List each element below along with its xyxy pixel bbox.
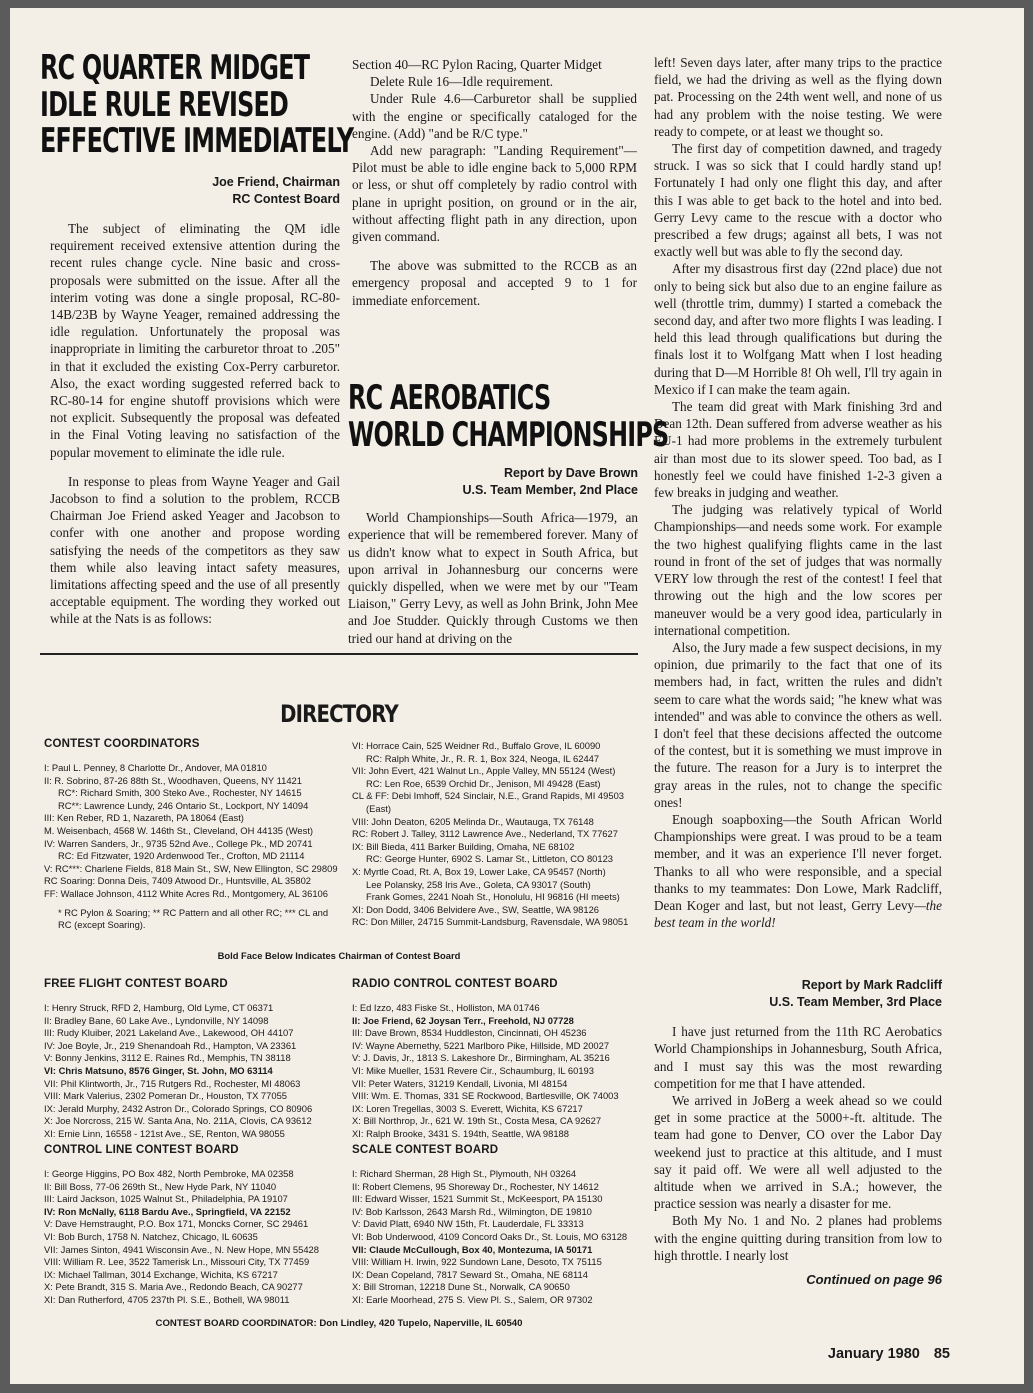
byline-name: Joe Friend, Chairman (212, 175, 340, 190)
qm-byline (40, 174, 340, 208)
directory-entry: VII: James Sinton, 4941 Wisconsin Ave., N. New Hope, MN 55428 (44, 1243, 319, 1255)
directory-entry: II: Joe Friend, 62 Joysan Terr., Freehold, NJ 07728 (352, 1014, 574, 1026)
free-flight-board (44, 978, 344, 1141)
aerobatics-body-col2 (348, 509, 638, 647)
directory (40, 700, 638, 728)
directory-entry: XI: Ralph Brooke, 3431 S. 194th, Seattle, WA 98188 (352, 1127, 569, 1139)
paragraph: The team did great with Mark finishing 3rd and Dean 12th. Dean suffered from adverse weather as his EU-1 had more problems in the extremely turbulent air than most due to its slower speed. Too bad, as I honestly feel we could have finished 1-2-3 given a few breaks in judging and weather. (654, 399, 942, 501)
directory-entry: VII: Claude McCullough, Box 40, Montezuma, IA 50171 (352, 1243, 593, 1255)
directory-entry: M. Weisenbach, 4568 W. 146th St., Cleveland, OH 44135 (West) (44, 824, 314, 836)
directory-entry: VI: Mike Mueller, 1531 Revere Cir., Schaumburg, IL 60193 (352, 1064, 594, 1076)
magazine-page (10, 8, 1024, 1384)
directory-entry: I: George Higgins, PO Box 482, North Pembroke, MA 02358 (44, 1168, 294, 1179)
paragraph: In response to pleas from Wayne Yeager and Gail Jacobson to find a solution to the problem, RCCB Chairman Joe Friend asked Yeager and Jacobson to confer with one another and propose wording satisfying the needs of the competitors as they saw them while also leaving intact safety measures, limitations affecting speed and the use of all presently acceptable equipment. The wording they worked out while at the Nats is as follows: (50, 473, 340, 627)
contest-coordinators-col1 (44, 738, 344, 931)
italic-closing: —the best team in the world! (654, 897, 942, 931)
aerobatics-body-col3 (654, 54, 942, 1287)
directory-entry: RC: Don Miller, 24715 Summit-Landsburg, Ravensdale, WA 98051 (352, 916, 629, 928)
directory-entry: IV: Ron McNally, 6118 Bardu Ave., Springfield, VA 22152 (44, 1205, 291, 1217)
directory-entry: IX: Bill Bieda, 411 Barker Building, Omaha, NE 68102 (352, 840, 575, 852)
directory-entry: RC: George Hunter, 6902 S. Lamar St., Littleton, CO 80123 (366, 853, 614, 865)
directory-entry: Frank Gomes, 2241 Noah St., Honolulu, HI 96816 (HI meets) (366, 891, 620, 903)
control-line-board (44, 1144, 344, 1307)
paragraph: I have just returned from the 11th RC Aerobatics World Championships in Johannesburg, South Africa, and I must say this was the most rewarding competition for me that I have attended. (654, 1024, 942, 1091)
directory-entry: V: Bonny Jenkins, 3112 E. Raines Rd., Memphis, TN 38118 (44, 1052, 291, 1064)
directory-entry: CL & FF: Debi Imhoff, 524 Sinclair, N.E., Grand Rapids, MI 49503 (East) (352, 790, 624, 814)
directory-entry: IV: Joe Boyle, Jr., 219 Shenandoah Rd., Hampton, VA 23361 (44, 1039, 297, 1051)
directory-entry: IX: Loren Tregellas, 3003 S. Everett, Wichita, KS 67217 (352, 1102, 583, 1114)
aerobatics-headline (348, 378, 669, 455)
directory-entry: I: Paul L. Penney, 8 Charlotte Dr., Andover, MA 01810 (44, 762, 267, 773)
byline-title: U.S. Team Member, 2nd Place (462, 483, 638, 498)
radcliff-byline (654, 977, 942, 1011)
directory-entry: FF: Wallace Johnson, 4112 White Acres Rd., Montgomery, AL 36106 (44, 887, 328, 899)
directory-entry: VIII: Wm. E. Thomas, 331 SE Rockwood, Bartlesville, OK 74003 (352, 1090, 619, 1102)
directory-entry: III: Laird Jackson, 1025 Walnut St., Philadelphia, PA 19107 (44, 1193, 288, 1205)
paragraph: Under Rule 4.6—Carburetor shall be supplied with the engine or specifically cataloged for the engine. (Add) "and be R/C type." (352, 91, 637, 141)
directory-entry: RC*: Richard Smith, 300 Steko Ave., Rochester, NY 14615 (58, 787, 302, 799)
contest-coordinators-col2 (352, 740, 642, 929)
directory-entry: Lee Polansky, 258 Iris Ave., Goleta, CA 93017 (South) (366, 878, 591, 890)
article-qm (40, 48, 354, 628)
directory-entry: RC Soaring: Donna Deis, 7409 Atwood Dr., Huntsville, AL 35802 (44, 875, 311, 887)
directory-entry: VII: Phil Klintworth, Jr., 715 Rutgers Rd., Rochester, MI 48063 (44, 1077, 301, 1089)
directory-entry: IV: Warren Sanders, Jr., 9735 52nd Ave., College Pk., MD 20741 (44, 837, 313, 849)
directory-entry: RC: Ralph White, Jr., R. R. 1, Box 324, Neoga, IL 62447 (366, 752, 600, 764)
paragraph: Section 40—RC Pylon Racing, Quarter Midget (352, 57, 602, 72)
directory-entry: IX: Jerald Murphy, 2432 Astron Dr., Colorado Springs, CO 80906 (44, 1102, 313, 1114)
paragraph-text: Enough soapboxing—the South African World Championships were great. I was proud to be a team member, and it was an experience I'll never forget. Thanks to all who were responsible, and a special thanks to my teammates: Don Lowe, Mark Radcliff, Dean Koger and last, but not least, Gerry Levy (654, 811, 942, 913)
aerobatics-headline-line: WORLD CHAMPIONSHIPS (348, 414, 669, 455)
directory-entry: X: Pete Brandt, 315 S. Maria Ave., Redondo Beach, CA 90277 (44, 1281, 303, 1293)
bold-face-note: Bold Face Below Indicates Chairman of Contest Board (217, 950, 461, 961)
issue-date: January 1980 (827, 1346, 920, 1362)
byline-name: Report by Dave Brown (503, 466, 638, 481)
aerobatics-headline-line: RC AEROBATICS (348, 378, 551, 418)
radio-control-heading: RADIO CONTROL CONTEST BOARD (352, 978, 558, 990)
directory-title: DIRECTORY (280, 700, 398, 728)
free-flight-list (44, 1002, 344, 1141)
control-line-heading: CONTROL LINE CONTEST BOARD (44, 1144, 239, 1156)
scale-board (352, 1144, 642, 1307)
directory-entry: VI: Bob Underwood, 4109 Concord Oaks Dr., St. Louis, MO 63128 (352, 1230, 628, 1242)
coordinator-list (44, 762, 344, 901)
directory-entry: VIII: William R. Lee, 3522 Tamerisk Ln., Missouri City, TX 77459 (44, 1256, 310, 1268)
directory-entry: XI: Don Dodd, 3406 Belvidere Ave., SW, Seattle, WA 98126 (352, 903, 600, 915)
paragraph: Delete Rule 16—Idle requirement. (370, 74, 554, 90)
paragraph: Both My No. 1 and No. 2 planes had problems with the engine quitting during transition from low to high throttle. I nearly lost (654, 1213, 942, 1263)
qm-continuation (352, 56, 637, 309)
directory-entry: III: Rudy Kluiber, 2021 Lakeland Ave., Lakewood, OH 44107 (44, 1027, 294, 1039)
directory-entry: V: David Platt, 6940 NW 15th, Ft. Lauderdale, FL 33313 (352, 1218, 584, 1230)
directory-entry: X: Bill Stroman, 12218 Dune St., Norwalk, CA 90650 (352, 1281, 570, 1293)
directory-entry: III: Ken Reber, RD 1, Nazareth, PA 18064 (East) (44, 812, 244, 824)
directory-entry: II: Bill Boss, 77-06 269th St., New Hyde Park, NY 11040 (44, 1180, 277, 1192)
qm-headline-line: RC QUARTER MIDGET (40, 48, 310, 88)
directory-entry: VIII: Mark Valerius, 2302 Pomeran Dr., Houston, TX 77055 (44, 1090, 288, 1102)
paragraph: The subject of eliminating the QM idle requirement received extensive attention during the recent rules change cycle. Nine basic and cross-proposals were submitted on the issue. After all the interim voting was done a single proposal, RC-80-14B/23B by Wayne Yeager, remained addressing the idle regulation. Unfortunately the proposal was inappropriate in limiting the carburetor throat to .205" in that it excluded the existing Cox-Perry carburetor. Also, the exact wording suggested referred back to RC-80-14 for engine shutoff provisions which were not explicit. Subsequently the proposal was defeated in the Final Voting leaving no satisfaction of the popular movement to eliminate the idle rule. (50, 220, 340, 460)
directory-entry: IV: Bob Karlsson, 2643 Marsh Rd., Wilmington, DE 19810 (352, 1205, 592, 1217)
directory-entry: VI: Horrace Cain, 525 Weidner Rd., Buffalo Grove, IL 60090 (352, 740, 601, 751)
directory-entry: XI: Dan Rutherford, 4705 237th Pl. S.E., Bothell, WA 98011 (44, 1293, 290, 1305)
coordinator-list (352, 740, 642, 929)
paragraph: The above was submitted to the RCCB as an emergency proposal and accepted 9 to 1 for immediate enforcement. (352, 258, 637, 308)
paragraph: The first day of competition dawned, and tragedy struck. I was so sick that I could hardly stand up! Fortunately I had only one flight this day, and after this I was able to get back to the hotel and into bed. Gerry Levy came to the rescue with a doctor who prescribed a few drugs; against all bets, I was not exactly well but was able to fly the second day. (654, 141, 942, 260)
control-line-list (44, 1168, 344, 1307)
paragraph: We arrived in JoBerg a week ahead so we could get in some practice at the 5000+-ft. altitude. The team had gone to Denver, CO over the Labor Day weekend just to practice at this altitude, and I must say it paid off. We were all well adjusted to the altitude when we arrived in S.A.; however, the practice session was nearly a disaster for me. (654, 1092, 942, 1212)
directory-entry: VIII: John Deaton, 6205 Melinda Dr., Wautauga, TX 76148 (352, 815, 594, 827)
qm-headline-line: IDLE RULE REVISED (40, 84, 289, 125)
directory-entry: V: Dave Hemstraught, P.O. Box 171, Moncks Corner, SC 29461 (44, 1218, 309, 1230)
directory-entry: IV: Wayne Abernethy, 5221 Marlboro Pike, Hillside, MD 20027 (352, 1039, 610, 1051)
paragraph (654, 811, 942, 931)
scale-heading: SCALE CONTEST BOARD (352, 1144, 499, 1156)
directory-entry: VI: Bob Burch, 1758 N. Natchez, Chicago, IL 60635 (44, 1230, 258, 1242)
page-footer (800, 1346, 950, 1362)
directory-entry: XI: Earle Moorhead, 275 S. View Pl. S., Salem, OR 97302 (352, 1293, 593, 1305)
directory-entry: X: Joe Norcross, 215 W. Santa Ana, No. 211A, Clovis, CA 93612 (44, 1115, 312, 1127)
paragraph: Also, the Jury made a few suspect decisions, in my opinion, due primarily to the fact that one of its members had, in fact, written the rules and didn't seem to care what the words said; "he knew what was intended" and was able to convince the others as well. I don't feel that these decisions affected the outcome of the contest, but it is something we must improve in the future. The reason for a Jury is to interpret the gray areas in the rules, not to change the specific ones! (654, 639, 942, 810)
directory-entry: RC: Robert J. Talley, 3112 Lawrence Ave., Nederland, TX 77627 (352, 828, 618, 840)
qm-headline-line: EFFECTIVE IMMEDIATELY (40, 121, 354, 162)
directory-divider (40, 653, 638, 655)
byline-title: RC Contest Board (232, 192, 340, 207)
radio-control-board (352, 978, 642, 1141)
page-number: 85 (933, 1346, 950, 1362)
qm-body (50, 220, 340, 628)
directory-entry: VII: John Evert, 421 Walnut Ln., Apple Valley, MN 55124 (West) (352, 765, 616, 777)
directory-entry: XI: Ernie Linn, 16558 - 121st Ave., SE, Renton, WA 98055 (44, 1127, 285, 1139)
directory-entry: III: Edward Wisser, 1521 Summit St., McKeesport, PA 15130 (352, 1193, 603, 1205)
directory-entry: I: Ed Izzo, 483 Fiske St., Holliston, MA 01746 (352, 1002, 540, 1013)
directory-entry: IX: Michael Tallman, 3014 Exchange, Wichita, KS 67217 (44, 1268, 278, 1280)
paragraph: The judging was relatively typical of World Championships—and needs some work. For example the two highest qualifying flights came in the last round in front of the set of judges that was normally VERY low through the rest of the contest! I feel that throwing out the high and the low scores per maneuver would be a very good idea, particularly in international competition. (654, 502, 942, 638)
directory-entry: III: Dave Brown, 8534 Huddleston, Cincinnati, OH 45236 (352, 1027, 587, 1039)
directory-entry: II: Bradley Bane, 60 Lake Ave., Lyndonville, NY 14098 (44, 1014, 269, 1026)
directory-entry: RC: Ed Fitzwater, 1920 Ardenwood Ter., Crofton, MD 21114 (58, 850, 305, 862)
directory-entry: RC: Len Roe, 6539 Orchid Dr., Jenison, MI 49428 (East) (366, 777, 601, 789)
paragraph: left! Seven days later, after many trips to the practice field, we had the driving as well as the flying down pat. Processing on the 24th went well, and none of us had any problem with the noise testing. We were ready to compete, or at least we thought so. (654, 55, 942, 139)
directory-entry: RC**: Lawrence Lundy, 246 Ontario St., Lockport, NY 14094 (58, 799, 309, 811)
directory-entry: II: R. Sobrino, 87-26 88th St., Woodhaven, Queens, NY 11421 (44, 774, 302, 786)
aerobatics-byline (348, 465, 638, 499)
directory-entry: I: Henry Struck, RFD 2, Hamburg, Old Lyme, CT 06371 (44, 1002, 274, 1013)
directory-entry: X: Myrtle Coad, Rt. A, Box 19, Lower Lake, CA 95457 (North) (352, 865, 606, 877)
scale-list (352, 1168, 642, 1307)
paragraph: After my disastrous first day (22nd place) due not only to being sick but also due to an engine failure as well (throttle trim, dummy) I started a comeback the second day, and after two more flights I was leading. I held this lead through qualifications but during the finals lost it to Wolfgang Matt when I lost heading during that D—M Horrible 8! Oh well, I'll try again in Mexico if I can make the team again. (654, 261, 942, 397)
continued-note: Continued on page 96 (806, 1271, 942, 1287)
directory-entry: V: RC***: Charlene Fields, 818 Main St., SW, New Ellington, SC 29809 (44, 862, 338, 874)
free-flight-heading: FREE FLIGHT CONTEST BOARD (44, 978, 228, 990)
paragraph: Add new paragraph: "Landing Requirement"—Pilot must be able to idle engine back to 5,000 RPM or less, or shut off completely by radio control with plane in upright position, on ground or in the air, without affecting flight path in any direction, upon given command. (352, 143, 637, 245)
byline-title: U.S. Team Member, 3rd Place (769, 995, 942, 1010)
directory-entry: II: Robert Clemens, 95 Shoreway Dr., Rochester, NY 14612 (352, 1180, 599, 1192)
radio-control-list (352, 1002, 642, 1141)
directory-entry: V: J. Davis, Jr., 1813 S. Lakeshore Dr., Birmingham, AL 35216 (352, 1052, 610, 1064)
directory-entry: X: Bill Northrop, Jr., 621 W. 19th St., Costa Mesa, CA 92627 (352, 1115, 602, 1127)
directory-entry: VIII: William H. Irwin, 922 Sundown Lane, Desoto, TX 75115 (352, 1256, 602, 1268)
paragraph: World Championships—South Africa—1979, an experience that will be remembered forever. Many of us didn't know what to expect in South Africa, but upon arrival in Johannesburg our concerns were quickly dispelled, when we were met by our "Team Liaison," Gerry Levy, as well as John Brink, John Mee and Joe Studder. Quickly through Customs we then tried our hand at driving on the (348, 510, 638, 646)
coordinator-note: * RC Pylon & Soaring; ** RC Pattern and all other RC; *** CL and RC (except Soaring). (58, 906, 329, 930)
qm-headline (40, 48, 354, 162)
radcliff-body (654, 1023, 942, 1264)
directory-entry: IX: Dean Copeland, 7817 Seward St., Omaha, NE 68114 (352, 1268, 588, 1280)
directory-entry: I: Richard Sherman, 28 High St., Plymouth, NH 03264 (352, 1168, 577, 1179)
contest-coordinators-heading: CONTEST COORDINATORS (44, 738, 200, 750)
directory-entry: VII: Peter Waters, 31219 Kendall, Livonia, MI 48154 (352, 1077, 568, 1089)
coordinator-line: CONTEST BOARD COORDINATOR: Don Lindley, 420 Tupelo, Naperville, IL 60540 (155, 1318, 523, 1329)
directory-entry: VI: Chris Matsuno, 8576 Ginger, St. John, MO 63114 (44, 1064, 273, 1076)
article-aerobatics (348, 378, 669, 647)
byline-name: Report by Mark Radcliff (801, 978, 942, 993)
